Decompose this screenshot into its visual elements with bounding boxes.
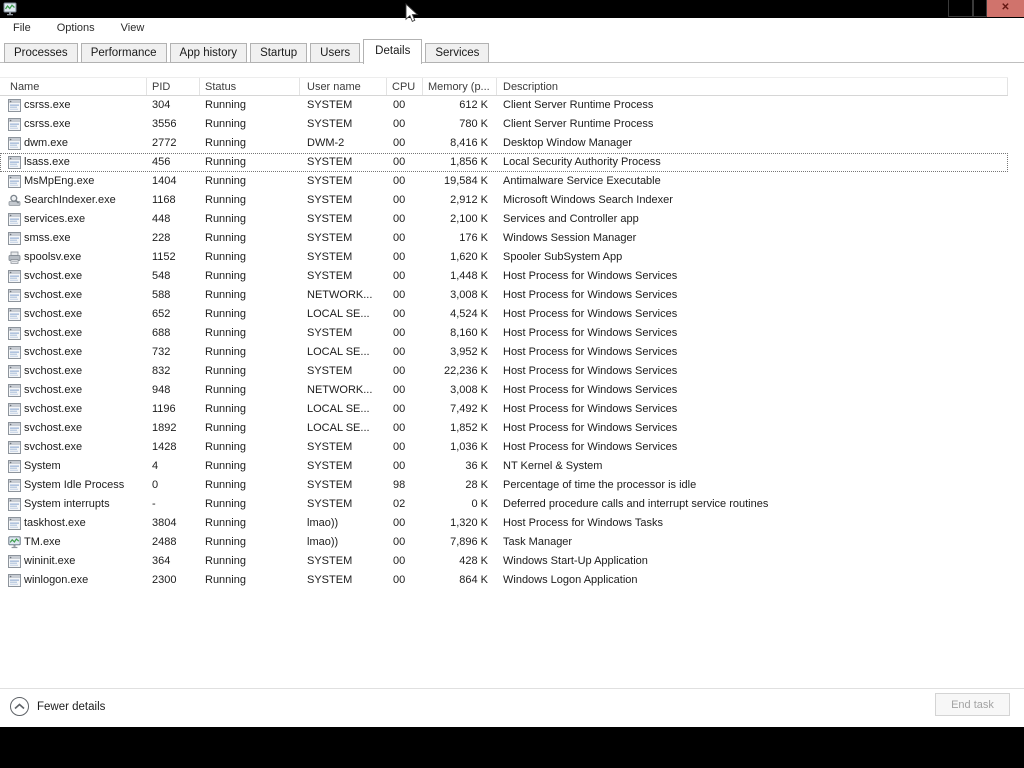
- memory-cell: 0 K: [471, 498, 488, 510]
- user-cell: SYSTEM: [307, 460, 353, 472]
- process-name: svchost.exe: [24, 327, 83, 339]
- description-cell: Services and Controller app: [503, 213, 639, 225]
- status-cell: Running: [205, 460, 246, 472]
- app-default-icon: [8, 441, 21, 454]
- app-default-icon: [8, 384, 21, 397]
- description-cell: Host Process for Windows Services: [503, 289, 678, 301]
- status-cell: Running: [205, 232, 246, 244]
- app-default-icon: [8, 479, 21, 492]
- column-header-mem[interactable]: Memory (p...: [423, 78, 497, 95]
- pid-cell: 3556: [152, 118, 177, 130]
- process-name: winlogon.exe: [24, 574, 89, 586]
- process-name: SearchIndexer.exe: [24, 194, 116, 206]
- cpu-cell: 00: [393, 327, 406, 339]
- cpu-cell: 98: [393, 479, 406, 491]
- cpu-cell: 00: [393, 137, 406, 149]
- pid-cell: 456: [152, 156, 171, 168]
- memory-cell: 1,036 K: [450, 441, 488, 453]
- process-name-cell: [0, 495, 147, 514]
- process-name: svchost.exe: [24, 422, 83, 434]
- table-row[interactable]: [0, 267, 1008, 286]
- title-bar[interactable]: [0, 0, 1024, 18]
- cpu-cell: 00: [393, 460, 406, 472]
- memory-cell: 7,492 K: [450, 403, 488, 415]
- table-row[interactable]: [0, 533, 1008, 552]
- description-cell: Windows Start-Up Application: [503, 555, 648, 567]
- status-cell: Running: [205, 346, 246, 358]
- memory-cell: 2,100 K: [450, 213, 488, 225]
- column-header-name[interactable]: Name: [0, 78, 147, 95]
- app-default-icon: [8, 99, 21, 112]
- description-cell: Host Process for Windows Services: [503, 270, 678, 282]
- app-default-icon: [8, 555, 21, 568]
- maximize-button[interactable]: [973, 0, 987, 17]
- table-row[interactable]: [0, 495, 1008, 514]
- pid-cell: 2300: [152, 574, 177, 586]
- user-cell: LOCAL SE...: [307, 403, 370, 415]
- pid-cell: 688: [152, 327, 171, 339]
- process-name: lsass.exe: [24, 156, 70, 168]
- description-cell: Host Process for Windows Services: [503, 308, 678, 320]
- cpu-cell: 00: [393, 194, 406, 206]
- user-cell: SYSTEM: [307, 175, 353, 187]
- pid-cell: 548: [152, 270, 171, 282]
- app-default-icon: [8, 175, 21, 188]
- process-name: System Idle Process: [24, 479, 125, 491]
- pid-cell: 1404: [152, 175, 177, 187]
- status-cell: Running: [205, 365, 246, 377]
- menu-item-view[interactable]: View: [120, 22, 145, 34]
- status-cell: Running: [205, 555, 246, 567]
- process-name: wininit.exe: [24, 555, 76, 567]
- status-cell: Running: [205, 479, 246, 491]
- status-cell: Running: [205, 441, 246, 453]
- memory-cell: 7,896 K: [450, 536, 488, 548]
- process-name-cell: [0, 533, 147, 552]
- process-name-cell: [0, 248, 147, 267]
- description-cell: Antimalware Service Executable: [503, 175, 661, 187]
- process-name-cell: [0, 324, 147, 343]
- status-cell: Running: [205, 118, 246, 130]
- status-cell: Running: [205, 99, 246, 111]
- cpu-cell: 00: [393, 175, 406, 187]
- cpu-cell: 02: [393, 498, 406, 510]
- app-default-icon: [8, 118, 21, 131]
- table-row[interactable]: [0, 343, 1008, 362]
- memory-cell: 864 K: [459, 574, 488, 586]
- table-row[interactable]: [0, 286, 1008, 305]
- user-cell: SYSTEM: [307, 156, 353, 168]
- task-manager-icon: [3, 2, 17, 16]
- cpu-cell: 00: [393, 213, 406, 225]
- pid-cell: 1152: [152, 251, 176, 263]
- process-name-cell: [0, 343, 147, 362]
- process-name-cell: [0, 476, 147, 495]
- process-name: svchost.exe: [24, 403, 83, 415]
- cpu-cell: 00: [393, 346, 406, 358]
- process-name: services.exe: [24, 213, 86, 225]
- app-default-icon: [8, 460, 21, 473]
- fewer-details-label: Fewer details: [37, 700, 106, 713]
- description-cell: Host Process for Windows Services: [503, 384, 678, 396]
- process-name: svchost.exe: [24, 384, 83, 396]
- process-name-cell: [0, 552, 147, 571]
- memory-cell: 1,856 K: [450, 156, 488, 168]
- status-cell: Running: [205, 194, 246, 206]
- description-cell: Client Server Runtime Process: [503, 99, 654, 111]
- cpu-cell: 00: [393, 574, 406, 586]
- tab-startup[interactable]: Startup: [250, 43, 307, 63]
- menu-item-options[interactable]: Options: [56, 22, 95, 34]
- process-name-cell: [0, 400, 147, 419]
- memory-cell: 3,008 K: [450, 289, 488, 301]
- cpu-cell: 00: [393, 118, 406, 130]
- process-name-cell: [0, 153, 147, 172]
- table-row[interactable]: [0, 419, 1008, 438]
- app-default-icon: [8, 289, 21, 302]
- cpu-cell: 00: [393, 308, 406, 320]
- pid-cell: 588: [152, 289, 171, 301]
- process-name: spoolsv.exe: [24, 251, 82, 263]
- cpu-cell: 00: [393, 289, 406, 301]
- table-row[interactable]: [0, 172, 1008, 191]
- description-cell: Local Security Authority Process: [503, 156, 661, 168]
- close-button[interactable]: ✕: [987, 0, 1024, 17]
- table-row[interactable]: [0, 324, 1008, 343]
- column-header-row: [0, 77, 1008, 96]
- description-cell: Client Server Runtime Process: [503, 118, 654, 130]
- memory-cell: 2,912 K: [450, 194, 488, 206]
- table-row[interactable]: [0, 210, 1008, 229]
- pid-cell: 652: [152, 308, 171, 320]
- tab-services[interactable]: Services: [425, 43, 489, 63]
- description-cell: NT Kernel & System: [503, 460, 603, 472]
- table-row[interactable]: [0, 305, 1008, 324]
- status-cell: Running: [205, 536, 246, 548]
- status-cell: Running: [205, 327, 246, 339]
- pid-cell: 832: [152, 365, 171, 377]
- table-row[interactable]: [0, 229, 1008, 248]
- description-cell: Host Process for Windows Services: [503, 327, 678, 339]
- process-name: taskhost.exe: [24, 517, 86, 529]
- description-cell: Host Process for Windows Services: [503, 441, 678, 453]
- process-name: System: [24, 460, 61, 472]
- status-cell: Running: [205, 270, 246, 282]
- memory-cell: 1,320 K: [450, 517, 488, 529]
- tab-details[interactable]: Details: [363, 39, 422, 64]
- pid-cell: 364: [152, 555, 171, 567]
- status-cell: Running: [205, 308, 246, 320]
- cpu-cell: 00: [393, 403, 406, 415]
- process-name-cell: [0, 438, 147, 457]
- cpu-cell: 00: [393, 384, 406, 396]
- cpu-cell: 00: [393, 517, 406, 529]
- memory-cell: 780 K: [459, 118, 488, 130]
- user-cell: SYSTEM: [307, 232, 353, 244]
- memory-cell: 1,448 K: [450, 270, 488, 282]
- status-cell: Running: [205, 422, 246, 434]
- memory-cell: 8,416 K: [450, 137, 488, 149]
- menu-bar: [0, 18, 1024, 38]
- user-cell: NETWORK...: [307, 384, 373, 396]
- app-default-icon: [8, 517, 21, 530]
- tab-app-history[interactable]: App history: [170, 43, 248, 63]
- status-cell: Running: [205, 403, 246, 415]
- table-row[interactable]: [0, 134, 1008, 153]
- process-name-cell: [0, 286, 147, 305]
- pid-cell: 1428: [152, 441, 177, 453]
- status-cell: Running: [205, 156, 246, 168]
- status-cell: Running: [205, 251, 246, 263]
- table-row[interactable]: [0, 96, 1008, 115]
- minimize-button[interactable]: [948, 0, 973, 17]
- app-default-icon: [8, 403, 21, 416]
- app-default-icon: [8, 574, 21, 587]
- memory-cell: 428 K: [459, 555, 488, 567]
- app-default-icon: [8, 498, 21, 511]
- table-row[interactable]: [0, 571, 1008, 590]
- process-name-cell: [0, 305, 147, 324]
- description-cell: Host Process for Windows Services: [503, 346, 678, 358]
- table-row[interactable]: [0, 514, 1008, 533]
- column-header-pid[interactable]: PID: [147, 78, 200, 95]
- memory-cell: 1,852 K: [450, 422, 488, 434]
- user-cell: LOCAL SE...: [307, 308, 370, 320]
- pid-cell: 1892: [152, 422, 177, 434]
- description-cell: Windows Session Manager: [503, 232, 637, 244]
- user-cell: SYSTEM: [307, 365, 353, 377]
- cpu-cell: 00: [393, 555, 406, 567]
- user-cell: SYSTEM: [307, 118, 353, 130]
- process-name-cell: [0, 514, 147, 533]
- pid-cell: 228: [152, 232, 171, 244]
- cpu-cell: 00: [393, 422, 406, 434]
- memory-cell: 8,160 K: [450, 327, 488, 339]
- tab-strip: [0, 38, 1024, 64]
- table-row[interactable]: [0, 153, 1008, 172]
- table-row[interactable]: [0, 191, 1008, 210]
- process-name: svchost.exe: [24, 289, 83, 301]
- description-cell: Host Process for Windows Services: [503, 422, 678, 434]
- memory-cell: 22,236 K: [443, 365, 488, 377]
- app-default-icon: [8, 137, 21, 150]
- process-name-cell: [0, 134, 147, 153]
- pid-cell: 1168: [152, 194, 176, 206]
- status-cell: Running: [205, 289, 246, 301]
- table-row[interactable]: [0, 552, 1008, 571]
- description-cell: Microsoft Windows Search Indexer: [503, 194, 673, 206]
- user-cell: SYSTEM: [307, 99, 353, 111]
- memory-cell: 4,524 K: [450, 308, 488, 320]
- description-cell: Host Process for Windows Tasks: [503, 517, 663, 529]
- table-row[interactable]: [0, 400, 1008, 419]
- process-name: System interrupts: [24, 498, 110, 510]
- process-name: dwm.exe: [24, 137, 69, 149]
- process-name-cell: [0, 381, 147, 400]
- description-cell: Percentage of time the processor is idle: [503, 479, 697, 491]
- description-cell: Host Process for Windows Services: [503, 403, 678, 415]
- process-name-cell: [0, 96, 147, 115]
- column-header-status[interactable]: Status: [200, 78, 300, 95]
- app-default-icon: [8, 365, 21, 378]
- user-cell: lmao)): [307, 536, 339, 548]
- app-default-icon: [8, 327, 21, 340]
- user-cell: SYSTEM: [307, 498, 353, 510]
- process-name-cell: [0, 172, 147, 191]
- memory-cell: 19,584 K: [443, 175, 488, 187]
- column-header-user[interactable]: User name: [300, 78, 387, 95]
- tab-performance[interactable]: Performance: [81, 43, 167, 63]
- details-list: [0, 77, 1008, 590]
- pid-cell: 4: [152, 460, 159, 472]
- process-name: svchost.exe: [24, 441, 83, 453]
- search-icon: [8, 194, 21, 207]
- pid-cell: 732: [152, 346, 171, 358]
- memory-cell: 28 K: [465, 479, 488, 491]
- process-name: svchost.exe: [24, 308, 83, 320]
- table-row[interactable]: [0, 438, 1008, 457]
- status-cell: Running: [205, 517, 246, 529]
- pid-cell: 0: [152, 479, 159, 491]
- process-name: TM.exe: [24, 536, 61, 548]
- user-cell: SYSTEM: [307, 251, 353, 263]
- description-cell: Host Process for Windows Services: [503, 365, 678, 377]
- fewer-details-toggle[interactable]: [10, 697, 105, 716]
- process-name-cell: [0, 419, 147, 438]
- user-cell: lmao)): [307, 517, 339, 529]
- description-cell: Spooler SubSystem App: [503, 251, 623, 263]
- user-cell: NETWORK...: [307, 289, 373, 301]
- status-cell: Running: [205, 137, 246, 149]
- user-cell: SYSTEM: [307, 194, 353, 206]
- process-name-cell: [0, 191, 147, 210]
- table-row[interactable]: [0, 381, 1008, 400]
- memory-cell: 3,008 K: [450, 384, 488, 396]
- memory-cell: 1,620 K: [450, 251, 488, 263]
- cpu-cell: 00: [393, 536, 406, 548]
- user-cell: SYSTEM: [307, 270, 353, 282]
- process-name: csrss.exe: [24, 99, 71, 111]
- app-default-icon: [8, 346, 21, 359]
- taskmgr-icon: [8, 536, 21, 549]
- user-cell: SYSTEM: [307, 441, 353, 453]
- memory-cell: 612 K: [459, 99, 488, 111]
- status-cell: Running: [205, 498, 246, 510]
- table-row[interactable]: [0, 115, 1008, 134]
- user-cell: SYSTEM: [307, 213, 353, 225]
- status-cell: Running: [205, 175, 246, 187]
- window-controls: [948, 0, 1024, 17]
- cpu-cell: 00: [393, 251, 406, 263]
- end-task-button[interactable]: End task: [935, 693, 1010, 716]
- app-default-icon: [8, 308, 21, 321]
- user-cell: LOCAL SE...: [307, 422, 370, 434]
- process-name-cell: [0, 210, 147, 229]
- app-default-icon: [8, 213, 21, 226]
- pid-cell: 2488: [152, 536, 177, 548]
- printer-icon: [8, 251, 21, 264]
- cpu-cell: 00: [393, 156, 406, 168]
- cpu-cell: 00: [393, 270, 406, 282]
- user-cell: SYSTEM: [307, 479, 353, 491]
- description-cell: Windows Logon Application: [503, 574, 638, 586]
- mouse-cursor: [405, 3, 419, 24]
- process-name-cell: [0, 457, 147, 476]
- process-name: svchost.exe: [24, 270, 83, 282]
- process-name-cell: [0, 115, 147, 134]
- cpu-cell: 00: [393, 232, 406, 244]
- cpu-cell: 00: [393, 99, 406, 111]
- table-row[interactable]: [0, 457, 1008, 476]
- memory-cell: 3,952 K: [450, 346, 488, 358]
- memory-cell: 176 K: [459, 232, 488, 244]
- process-name: csrss.exe: [24, 118, 71, 130]
- status-cell: Running: [205, 574, 246, 586]
- pid-cell: 2772: [152, 137, 177, 149]
- pid-cell: 3804: [152, 517, 177, 529]
- pid-cell: -: [152, 498, 156, 510]
- process-name: svchost.exe: [24, 365, 83, 377]
- process-name-cell: [0, 267, 147, 286]
- process-name-cell: [0, 362, 147, 381]
- memory-cell: 36 K: [465, 460, 488, 472]
- menu-item-file[interactable]: File: [13, 22, 31, 34]
- pid-cell: 1196: [152, 403, 176, 415]
- table-row[interactable]: [0, 362, 1008, 381]
- user-cell: DWM-2: [307, 137, 345, 149]
- process-name: MsMpEng.exe: [24, 175, 95, 187]
- app-default-icon: [8, 156, 21, 169]
- pid-cell: 304: [152, 99, 171, 111]
- table-row[interactable]: [0, 248, 1008, 267]
- pid-cell: 448: [152, 213, 171, 225]
- footer-bar: [0, 688, 1024, 727]
- user-cell: SYSTEM: [307, 555, 353, 567]
- description-cell: Task Manager: [503, 536, 573, 548]
- chevron-up-icon: [10, 697, 29, 716]
- pid-cell: 948: [152, 384, 171, 396]
- description-cell: Deferred procedure calls and interrupt service routines: [503, 498, 769, 510]
- process-name-cell: [0, 229, 147, 248]
- tab-users[interactable]: Users: [310, 43, 360, 63]
- app-default-icon: [8, 422, 21, 435]
- status-cell: Running: [205, 384, 246, 396]
- user-cell: SYSTEM: [307, 327, 353, 339]
- app-default-icon: [8, 270, 21, 283]
- app-default-icon: [8, 232, 21, 245]
- process-name: smss.exe: [24, 232, 71, 244]
- user-cell: LOCAL SE...: [307, 346, 370, 358]
- column-header-cpu[interactable]: CPU: [387, 78, 423, 95]
- table-row[interactable]: [0, 476, 1008, 495]
- description-cell: Desktop Window Manager: [503, 137, 633, 149]
- column-header-desc[interactable]: Description: [497, 78, 1008, 95]
- process-name-cell: [0, 571, 147, 590]
- tab-processes[interactable]: Processes: [4, 43, 78, 63]
- process-name: svchost.exe: [24, 346, 83, 358]
- cpu-cell: 00: [393, 365, 406, 377]
- status-cell: Running: [205, 213, 246, 225]
- user-cell: SYSTEM: [307, 574, 353, 586]
- cpu-cell: 00: [393, 441, 406, 453]
